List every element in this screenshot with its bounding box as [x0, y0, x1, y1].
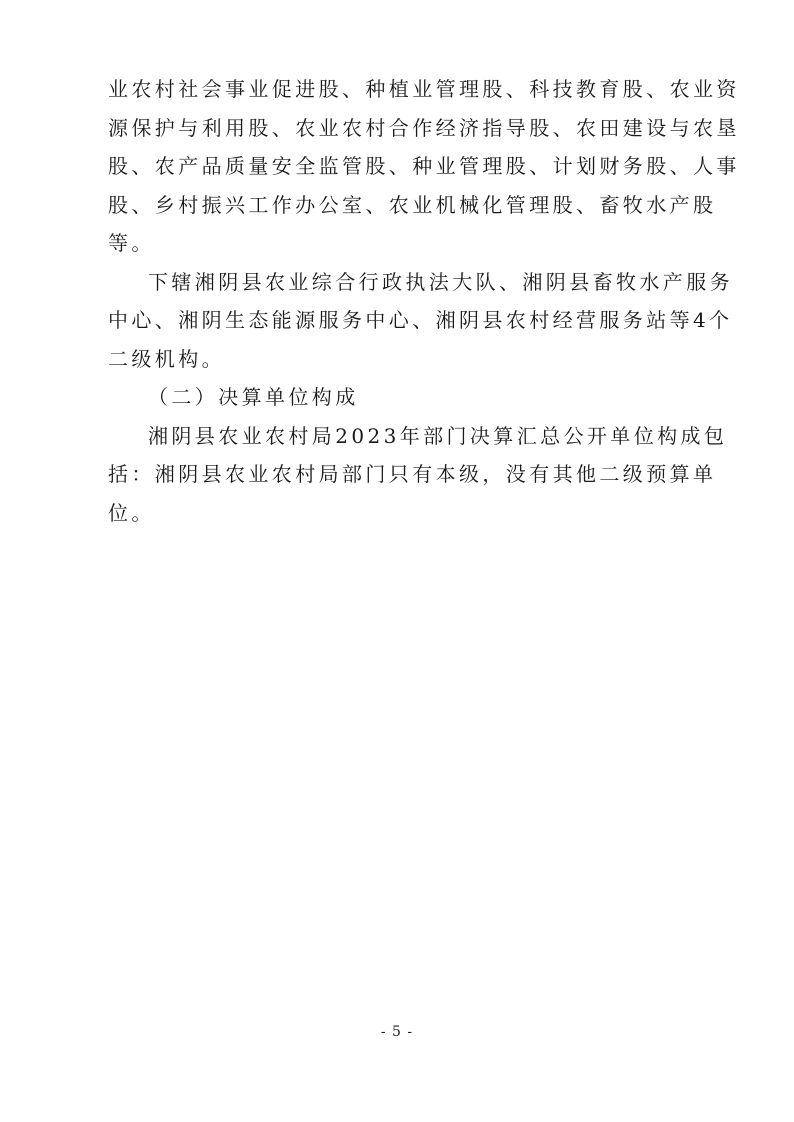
page-number: - 5 - — [380, 1024, 414, 1040]
paragraph-departments-continued: 业农村社会事业促进股、种植业管理股、科技教育股、农业资源保护与利用股、农业农村合作经济指导股、农田建设与农垦股、农产品质量安全监管股、种业管理股、计划财务股、人事股、乡村振兴工作办公室、农业机械化管理股、畜牧水产股等。 — [108, 77, 740, 255]
paragraph-unit-composition: 湘阴县农业农村局2023年部门决算汇总公开单位构成包括：湘阴县农业农村局部门只有本级，没有其他二级预算单位。 — [108, 423, 728, 525]
document-body — [108, 70, 748, 532]
paragraph-subordinate-agencies: 下辖湘阴县农业综合行政执法大队、湘阴县畜牧水产服务中心、湘阴生态能源服务中心、湘阴县农村经营服务站等4个二级机构。 — [108, 269, 733, 371]
section-heading-final-account-units: （二）决算单位构成 — [148, 385, 359, 409]
